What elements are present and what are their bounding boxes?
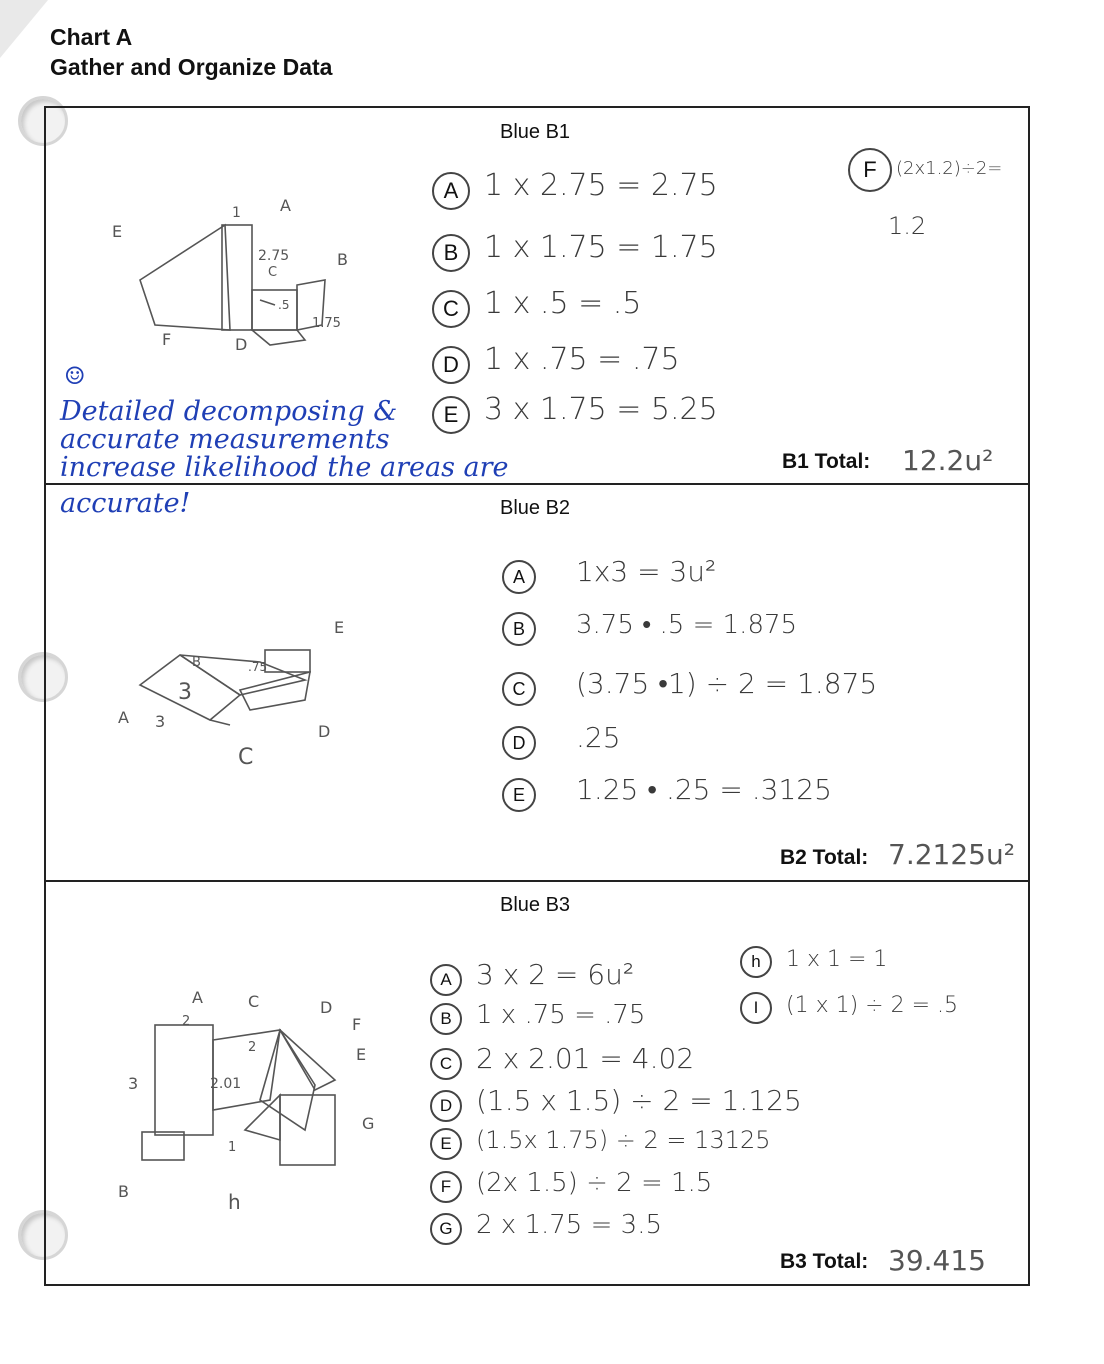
calc-expression: (3.75 •1) ÷ 2 = 1.875 (576, 667, 878, 700)
calc-letter: G (430, 1213, 462, 1245)
sketch-b1-measure-3: 1 (232, 205, 241, 221)
sketch-b2-measure-2: 3 (178, 680, 192, 705)
calc-letter: I (740, 992, 772, 1024)
calc-row (502, 609, 877, 657)
calc-expression: 1 x .5 = .5 (484, 286, 642, 321)
calc-expression: (1.5x 1.75) ÷ 2 = 13125 (476, 1126, 771, 1154)
total-value-b2: 7.2125u² (888, 838, 1015, 871)
calc-row (502, 773, 877, 821)
total-label-b3: B3 Total: (780, 1250, 869, 1273)
calc-letter: C (430, 1048, 462, 1080)
sketch-b1-label-c: C (268, 265, 278, 280)
sketch-b2-label-e: E (334, 618, 345, 637)
calc-letter: E (432, 396, 470, 434)
sketch-b2 (110, 610, 370, 750)
calc-expression: 1 x 2.75 = 2.75 (484, 168, 718, 203)
calc-expression: 1.25 • .25 = .3125 (576, 773, 832, 806)
chart-title: Chart A (50, 24, 133, 50)
sketch-b2-label-a: A (118, 708, 129, 727)
calc-row (430, 1210, 802, 1252)
sketch-b3 (120, 990, 380, 1180)
sketch-b2-measure-1: 3 (155, 712, 166, 731)
calc-letter: D (430, 1090, 462, 1122)
sketch-b2-label-c: C (238, 745, 254, 770)
calc-letter: B (432, 234, 470, 272)
calc-expression: 3.75 • .5 = 1.875 (576, 610, 798, 640)
calc-extra-result-b1: 1.2 (888, 212, 927, 240)
calc-row (430, 1084, 802, 1126)
calc-letter: E (502, 778, 536, 812)
calc-row (740, 992, 958, 1038)
sketch-b1-measure-1: 2.75 (258, 248, 290, 264)
calc-row (432, 286, 718, 334)
calc-row (740, 946, 958, 992)
sketch-b3-label-b: B (118, 1182, 129, 1201)
sketch-b1-label-f: F (162, 330, 172, 349)
sketch-b3-label-g: G (362, 1114, 375, 1133)
calc-extra-b1 (848, 148, 1002, 192)
sketch-b1-label-b: B (337, 250, 348, 269)
sketch-b1-measure-4: .5 (278, 298, 290, 312)
calc-letter: B (430, 1003, 462, 1035)
calc-expression: (1 x 1) ÷ 2 = .5 (786, 993, 958, 1019)
sketch-b1-label-e: E (112, 222, 123, 241)
calc-extra-b3 (740, 946, 958, 1038)
total-label-b2: B2 Total: (780, 846, 869, 869)
teacher-note-line-4: accurate! (60, 488, 191, 519)
calc-row (430, 1168, 802, 1210)
sketch-b3-measure-3: 2.01 (210, 1076, 242, 1092)
sketch-b3-measure-4: 2 (248, 1040, 257, 1055)
calc-expression: 1x3 = 3u² (576, 555, 717, 588)
teacher-note-line-1: Detailed decomposing & (60, 396, 398, 427)
calc-letter: F (848, 148, 892, 192)
calc-letter: D (502, 726, 536, 760)
calc-expression: (1.5 x 1.5) ÷ 2 = 1.125 (476, 1084, 802, 1117)
section-title-b1: Blue B1 (500, 121, 571, 143)
calc-letter: B (502, 612, 536, 646)
calc-letter: A (502, 560, 536, 594)
sketch-b2-measure-3: .75 (248, 660, 268, 674)
calc-row (502, 721, 877, 769)
smiley-icon: ☺ (64, 362, 86, 390)
sketch-b1-label-a: A (280, 196, 291, 215)
calc-row (502, 555, 877, 603)
calc-expression: 3 x 1.75 = 5.25 (484, 392, 718, 427)
sketch-b3-measure-2: 3 (128, 1074, 139, 1093)
calc-expression: 3 x 2 = 6u² (476, 958, 635, 991)
sketch-b3-measure-5: 1 (228, 1140, 237, 1155)
total-value-b3: 39.415 (888, 1244, 986, 1277)
teacher-note-line-2: accurate measurements (60, 424, 390, 455)
row-divider-1 (44, 483, 1030, 485)
calc-row (502, 667, 877, 715)
sketch-b2-label-d: D (318, 722, 331, 741)
calc-letter: A (430, 964, 462, 996)
teacher-note-line-3: increase likelihood the areas are (60, 452, 509, 483)
folded-corner (0, 0, 48, 58)
sketch-b3-label-e: E (356, 1045, 367, 1064)
chart-subtitle: Gather and Organize Data (50, 54, 333, 80)
sketch-b3-label-h: h (228, 1190, 241, 1214)
calc-letter: E (430, 1128, 462, 1160)
total-label-b1: B1 Total: (782, 450, 871, 473)
sketch-b1-measure-2: 1.75 (312, 316, 341, 331)
calc-row (432, 342, 718, 390)
calc-expression: 2 x 2.01 = 4.02 (476, 1042, 695, 1075)
calc-expression: 1 x .75 = .75 (476, 1000, 646, 1030)
row-divider-2 (44, 880, 1030, 882)
calc-letter: D (432, 346, 470, 384)
sketch-b3-label-a: A (192, 988, 203, 1007)
sketch-b1 (100, 185, 400, 355)
sketch-b3-measure-1: 2 (182, 1014, 191, 1029)
total-value-b1: 12.2u² (902, 444, 994, 477)
calc-expression: 1 x .75 = .75 (484, 342, 680, 377)
calc-row (432, 230, 718, 278)
calc-row (430, 1042, 802, 1084)
calc-letter: A (432, 172, 470, 210)
calc-row (432, 168, 718, 216)
calc-letter: F (430, 1171, 462, 1203)
calc-expression: (2x 1.5) ÷ 2 = 1.5 (476, 1168, 713, 1198)
section-title-b3: Blue B3 (500, 894, 571, 916)
calc-expression: 1 x 1 = 1 (786, 947, 888, 973)
calc-letter: h (740, 946, 772, 978)
section-title-b2: Blue B2 (500, 497, 571, 519)
calc-expression: 1 x 1.75 = 1.75 (484, 230, 718, 265)
sketch-b1-label-d: D (235, 335, 248, 354)
calc-list-b2 (502, 555, 877, 821)
sketch-b3-label-c: C (248, 992, 260, 1011)
calc-letter: C (432, 290, 470, 328)
sketch-b3-label-f: F (352, 1015, 362, 1034)
calc-expression: (2x1.2)÷2= (896, 158, 1003, 180)
sketch-b2-label-b: B (192, 655, 201, 670)
sketch-b3-label-d: D (320, 998, 333, 1017)
calc-row (432, 392, 718, 440)
calc-row (430, 1126, 802, 1168)
calc-letter: C (502, 672, 536, 706)
calc-expression: .25 (576, 721, 621, 754)
calc-list-b1 (432, 168, 718, 440)
calc-expression: 2 x 1.75 = 3.5 (476, 1210, 663, 1240)
